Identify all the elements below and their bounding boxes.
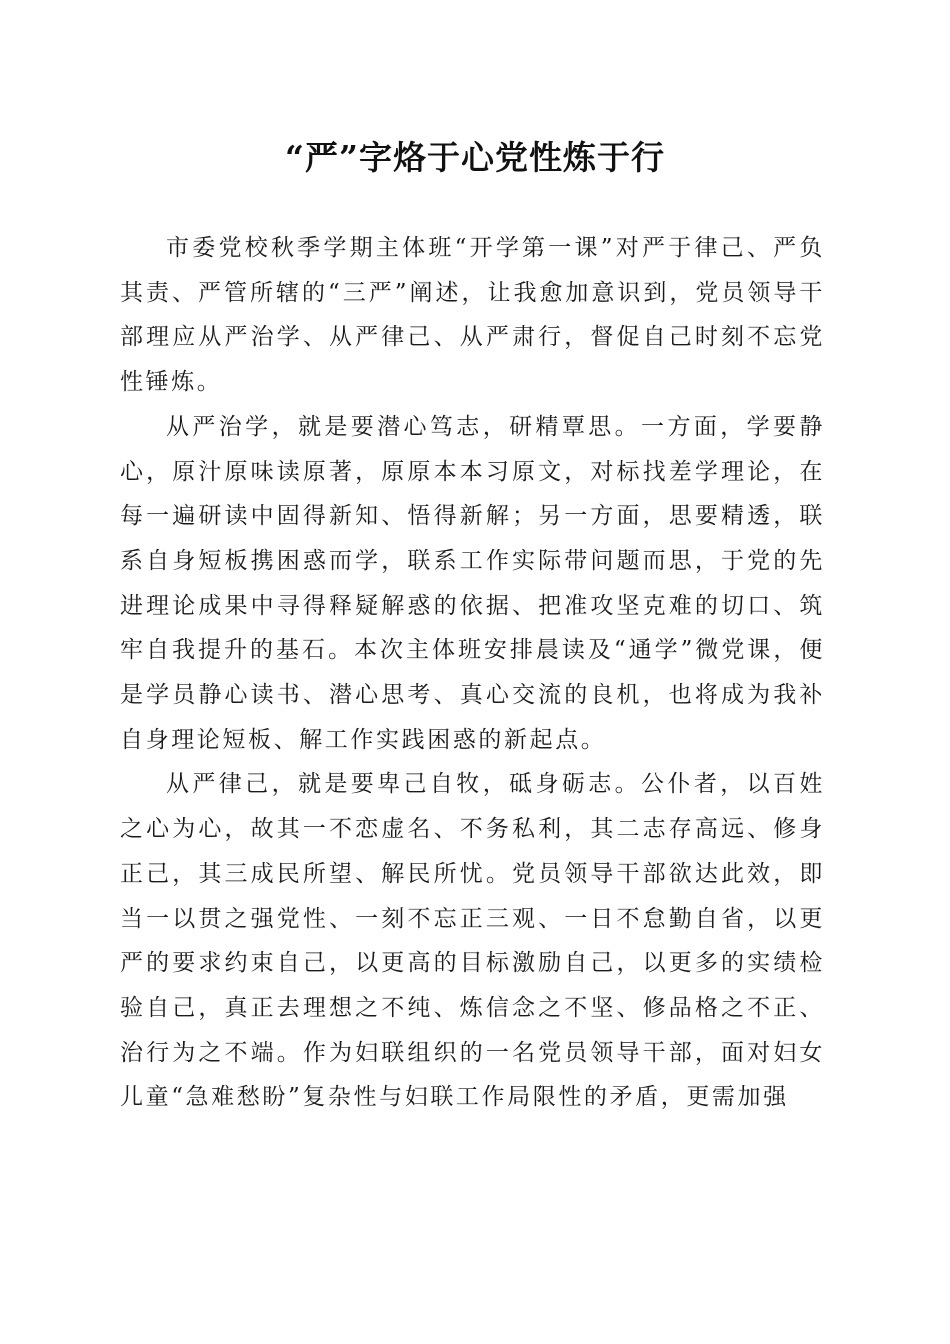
- document-title: “严”字烙于心党性炼于行: [285, 138, 665, 177]
- paragraph-2: 从严治学，就是要潜心笃志，研精覃思。一方面，学要静心，原汁原味读原著，原原本本习原文，对标找差学理论，在每一遍研读中固得新知、悟得新解；另一方面，思要精透，联系自身短板携困惑而学，联系工作实际带问题而思，于党的先进理论成果中寻得释疑解惑的依据、把准攻坚克难的切口、筑牢自我提升的基石。本次主体班安排晨读及“通学”微党课，便是学员静心读书、潜心思考、真心交流的良机，也将成为我补自身理论短板、解工作实践困惑的新起点。: [120, 413, 825, 753]
- document-body: [120, 226, 825, 1120]
- paragraph-1: 市委党校秋季学期主体班“开学第一课”对严于律己、严负其责、严管所辖的“三严”阐述，让我愈加意识到，党员领导干部理应从严治学、从严律己、从严肃行，督促自己时刻不忘党性锤炼。: [120, 235, 825, 396]
- paragraph-3: 从严律己，就是要卑己自牧，砥身砺志。公仆者，以百姓之心为心，故其一不恋虚名、不务私利，其二志存高远、修身正己，其三成民所望、解民所忧。党员领导干部欲达此效，即当一以贯之强党性、一刻不忘正三观、一日不怠勤自省，以更严的要求约束自己，以更高的目标激励自己，以更多的实绩检验自己，真正去理想之不纯、炼信念之不坚、修品格之不正、治行为之不端。作为妇联组织的一名党员领导干部，面对妇女儿童“急难愁盼”复杂性与妇联工作局限性的矛盾，更需加强: [120, 771, 825, 1111]
